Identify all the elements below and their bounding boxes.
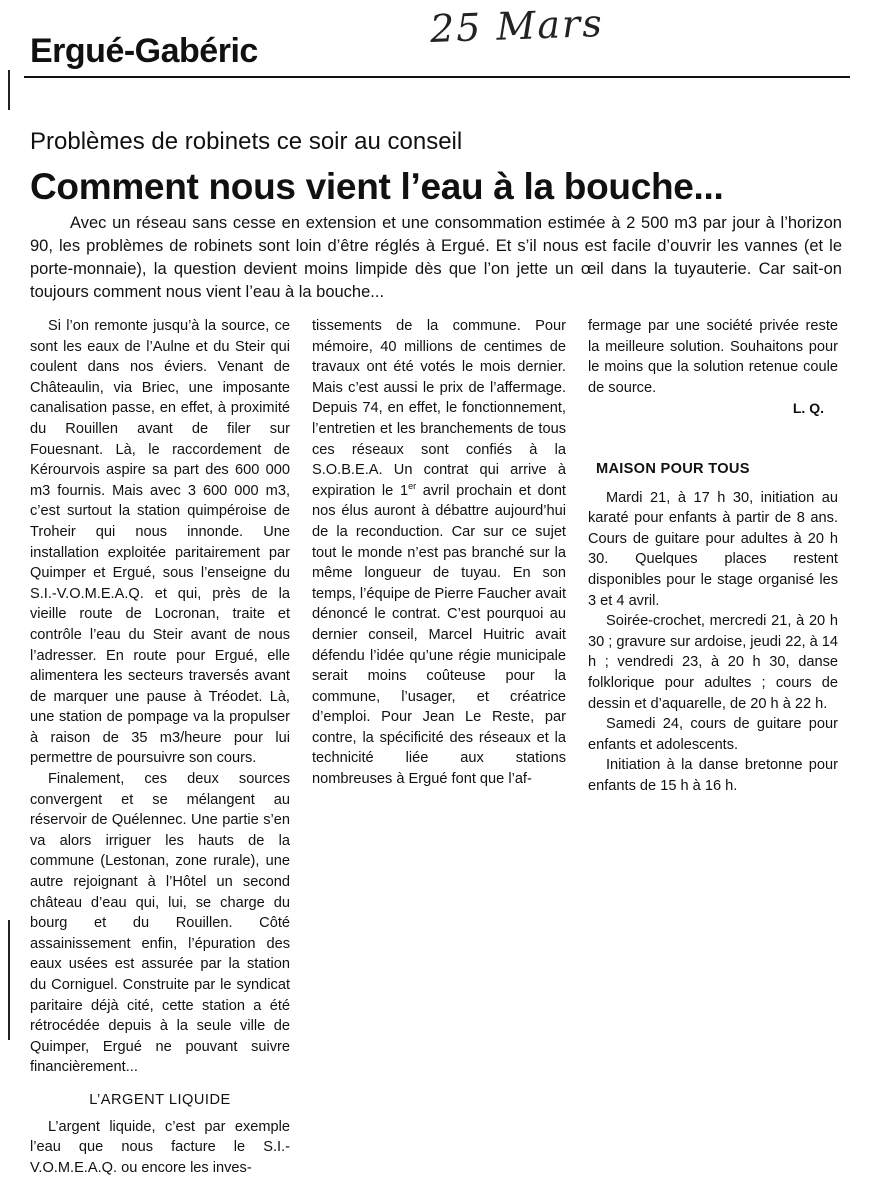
maison-paragraph-3: Samedi 24, cours de guitare pour enfants et adolescents. bbox=[588, 716, 838, 753]
chapeau: Avec un réseau sans cesse en extension et une consommation estimée à 2 500 m3 par jour à l’horizon 90, les problèmes de robinets sont loin d’être réglés à Ergué. Et s’il nous est facile d’ouvrir les vannes (et le porte-monnaie), la question devient moins limpide dès que l’on jette un œil dans la tuyauterie. Car sait-on toujours comment nous vient l’eau à la bouche... bbox=[30, 214, 842, 301]
section-title: Ergué-Gabéric bbox=[30, 32, 258, 70]
headline: Comment nous vient l’eau à la bouche... bbox=[30, 166, 724, 207]
article-paragraph-4b: avril prochain et dont nos élus auront à débattre aujourd’hui de la reconduction. Car sur ce sujet tout le monde n’est pas branché sur la même longueur de tuyau. En son temps, l’équipe de Pierre Faucher avait dénoncé le contrat. C’est pourquoi au dernier conseil, Marcel Huitric avait défendu l’idée qu’une régie municipale serait moins coûteuse pour la commune, l’usager, et créatrice d’emploi. Pour Jean Le Reste, par contre, la spécificité des réseaux et la technicité liée aux stations nombreuses à Ergué font que l’af- bbox=[312, 482, 566, 788]
overline: Problèmes de robinets ce soir au conseil bbox=[30, 128, 463, 155]
ordinal-suffix: er bbox=[408, 480, 417, 491]
article-paragraph-4a: tissements de la commune. Pour mémoire, 40 millions de centimes de travaux ont été votés le mois dernier. Mais c’est aussi le prix de l’affermage. Depuis 74, en effet, le fonctionnement, l’entretien et les branchements de tous ces réseaux sont confiés à la S.O.B.E.A. Un contrat qui arrive à expiration le bbox=[312, 318, 566, 499]
article-subhead: L’ARGENT LIQUIDE bbox=[89, 1091, 231, 1108]
article-column-1 bbox=[30, 316, 290, 1178]
article-signature: L. Q. bbox=[792, 400, 824, 417]
article-paragraph-2: Finalement, ces deux sources convergent et se mélangent au réservoir de Quélennec. Une partie s’en va alors irriguer les hauts de la commune (Lestonan, zone rurale), une autre rejoignant à l’Hôtel un second château d’eau qui, lui, se charge du bourg et du Rouillen. Côté assainissement enfin, l’épuration des eaux usées est assurée par la station du Corniguel. Construite par le syndicat paritaire déjà cité, cette station a été rétrocédée depuis à la seule ville de Quimper, Ergué ne pouvant suivre financièrement... bbox=[30, 771, 290, 1076]
section-rule bbox=[24, 76, 850, 78]
article-paragraph-3: L’argent liquide, c’est par exemple l’eau que nous facture le S.I.-V.O.M.E.A.Q. ou encore les inves- bbox=[30, 1118, 290, 1176]
handwritten-date: 25 Mars bbox=[429, 0, 605, 52]
maison-paragraph-4: Initiation à la danse bretonne pour enfants de 15 h à 16 h. bbox=[588, 757, 838, 794]
article-paragraph-1: Si l’on remonte jusqu’à la source, ce sont les eaux de l’Aulne et du Steir qui coulent dans nos éviers. Venant de Châteaulin, via Briec, une imposante canalisation passe, en effet, à proximité du Rouillen avant de filer sur Fouesnant. Là, le raccordement de Kérourvois aspire sa part des 600 000 m3 fournis. Mais avec 3 600 000 m3, c’est surtout la station quimpéroise de Troheir qui nous innonde. Une installation exploitée paritairement par Quimper et Ergué, sous l’enseigne du S.I.-V.O.M.E.A.Q. et qui, près de la vieille route de Locronan, traite et contrôle l’eau du Steir avant de nous l’adresser. En route pour Ergué, elle alimentera les secteurs traversés avant de marquer une pause à Tréodet. Là, une station de pompage va la propulser à raison de 35 m3/heure pour lui permettre de poursuivre son cours. bbox=[30, 318, 290, 767]
margin-mark-bottom bbox=[8, 920, 10, 1040]
margin-mark-top bbox=[8, 70, 10, 110]
article-paragraph-5: fermage par une société privée reste la meilleure solution. Souhaitons pour le moins que la solution retenue coule de source. bbox=[588, 318, 838, 396]
maison-paragraph-2: Soirée-crochet, mercredi 21, à 20 h 30 ; gravure sur ardoise, jeudi 22, à 14 h ; vendredi 23, à 20 h 30, danse folklorique pour adultes ; cours de dessin et d’aquarelle, de 20 h à 22 h. bbox=[588, 613, 838, 712]
maison-title: MAISON POUR TOUS bbox=[596, 460, 750, 477]
article-paragraph-4 bbox=[312, 316, 566, 790]
maison-paragraph-1: Mardi 21, à 17 h 30, initiation au karaté pour enfants à partir de 8 ans. Cours de guitare pour adultes à 20 h 30. Quelques places restent disponibles pour le stage organisé les 3 et 4 avril. bbox=[588, 489, 838, 609]
article-column-2 bbox=[312, 316, 566, 790]
ordinal-number: 1 bbox=[399, 482, 409, 499]
article-column-3 bbox=[588, 316, 838, 796]
